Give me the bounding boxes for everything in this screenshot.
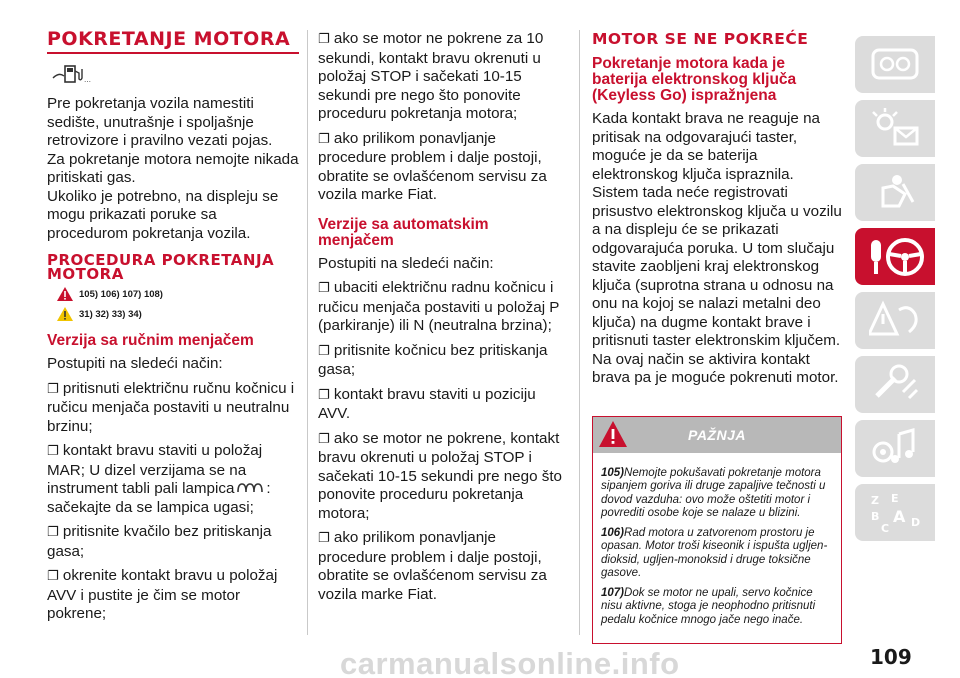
column-divider: [307, 30, 308, 635]
warning-item: 105)Nemojte pokušavati pokretanje motora sipanjem goriva ili druge zapaljive tečnosti u dovod vazduha: ovo može oštetiti motor i povrediti osobe koje se nalaze u blizini.: [601, 466, 826, 519]
warning-header: [593, 417, 841, 453]
tab-starting-driving[interactable]: [855, 228, 935, 285]
glow-plug-icon: [236, 480, 264, 494]
title-rule: [47, 52, 299, 54]
svg-text:…: …: [84, 76, 91, 84]
column-divider: [579, 30, 580, 635]
svg-text:A: A: [893, 507, 906, 526]
manual-transmission-heading: Verzija sa ručnim menjačem: [47, 332, 254, 349]
lights-icon: [869, 108, 921, 148]
step-item: ❐ kontakt bravu staviti u poziciju AVV.: [318, 385, 536, 422]
tab-multimedia[interactable]: [855, 420, 935, 477]
tab-index[interactable]: [855, 484, 935, 541]
step-checkbox-icon: ❐: [318, 387, 330, 403]
automatic-transmission-heading: Verzije sa automatskim menjačem: [318, 215, 489, 249]
step-checkbox-icon: ❐: [47, 444, 59, 459]
svg-text:C: C: [881, 522, 890, 532]
step-checkbox-icon: ❐: [318, 431, 330, 447]
warning-item: 107)Dok se motor ne upali, servo kočnice nisu aktivne, stoga je neophodno pritisnuti pedalu kočnice mnogo jače nego inače.: [601, 586, 816, 626]
step-checkbox-icon: ❐: [47, 381, 59, 397]
section-title: POKRETANJE MOTORA: [47, 28, 291, 50]
warning-triangle-icon: [869, 300, 921, 340]
step-item: ❐ pritisnite kvačilo bez pritiskanja gasa;: [47, 523, 272, 560]
warning-item: 106)Rad motora u zatvorenom prostoru je opasan. Motor troši kiseonik i ispušta ugljen-dioksid, ugljen-monoksid i druge toksične gasove.: [601, 526, 828, 579]
warning-box: [592, 416, 842, 645]
chapter-tabs: [855, 36, 935, 548]
alphabet-index-icon: [869, 492, 921, 532]
intro-paragraph: Ukoliko je potrebno, na displeju se mogu prikazati poruke sa procedurom pokretanja vozila.: [47, 187, 279, 242]
warning-reference-numbers: 105) 106) 107) 108): [79, 288, 163, 300]
svg-text:B: B: [871, 510, 880, 523]
step-checkbox-icon: ❐: [47, 569, 59, 584]
step-item: ❐ okrenite kontakt bravu u položaj AVV i pustite je čim se motor pokrene;: [47, 567, 278, 622]
page-number: 109: [870, 645, 912, 669]
step-checkbox-icon: ❐: [318, 131, 330, 147]
step-item: ❐ pritisnite kočnicu bez pritiskanja gasa;: [318, 341, 548, 378]
step-item: ❐ kontakt bravu staviti u položaj MAR; U dizel verzijama se na instrument tabli pali lampica : sačekajte da se lampica ugasi;: [47, 442, 271, 516]
dashboard-icon: [869, 44, 921, 84]
svg-text:E: E: [891, 492, 899, 505]
step-item: ❐ ako se motor ne pokrene, kontakt bravu okrenuti u položaj STOP i sačekati 10-15 sekundi pre nego što ponovite proceduru pokretanja motora;: [318, 429, 563, 522]
warning-title: PAŽNJA: [688, 426, 746, 443]
step-item: ❐ ako prilikom ponavljanje procedure problem i dalje postoji, obratite se ovlašćenom servisu za vozila marke Fiat.: [318, 529, 547, 603]
step-checkbox-icon: ❐: [318, 281, 330, 296]
column-middle: [318, 30, 568, 610]
step-checkbox-icon: ❐: [47, 525, 59, 540]
step-checkbox-icon: ❐: [318, 343, 330, 359]
seat-icon: [869, 172, 921, 212]
fuel-icon: [51, 62, 97, 84]
warning-body: [593, 453, 841, 644]
step-item: ❐ ako se motor ne pokrene za 10 sekundi, kontakt bravu okrenuti u položaj STOP i sačekati 10-15 sekundi pre nego što ponovite proceduru pokretanja motora;: [318, 30, 544, 122]
section-title: MOTOR SE NE POKREĆE: [592, 30, 809, 48]
manual-lead: Postupiti na sledeći način:: [47, 355, 223, 372]
caution-reference: [57, 307, 299, 321]
wrench-icon: [869, 364, 921, 404]
auto-lead: Postupiti na sledeći način:: [318, 254, 494, 272]
intro-paragraph: Pre pokretanja vozila namestiti sedište, unutrašnje i spoljašnje retrovizore i pravilno vezati pojas.: [47, 95, 273, 149]
watermark: carmanualsonline.info: [340, 646, 680, 678]
step-item: ❐ pritisnuti električnu ručnu kočnicu i ručicu menjača postaviti u neutralnu brzinu;: [47, 379, 295, 435]
caution-triangle-icon: [57, 307, 73, 321]
step-item: ❐ ako prilikom ponavljanje procedure problem i dalje postoji, obratite se ovlašćenom servisu za vozila marke Fiat.: [318, 129, 547, 203]
column-left: [47, 30, 299, 630]
key-steering-icon: [869, 236, 925, 278]
danger-triangle-icon: [57, 287, 73, 301]
tab-emergency[interactable]: [855, 292, 935, 349]
svg-text:D: D: [911, 516, 921, 529]
settings-media-icon: [869, 428, 921, 468]
tab-maintenance[interactable]: [855, 356, 935, 413]
body-paragraph: Kada kontakt brava ne reaguje na pritisak na odgovarajući taster, moguće je da se baterija elektronskog ključa ispraznila. Sistem tada neće registrovati prisustvo elektronskog ključa u vozilu a na displeju će se prikazati odgovarajuća poruka. U tom slučaju stavite zaobljeni kraj elektronskog ključa (suprotna strana u odnosu na onu na kojoj se nalazi metalni deo ključa) na dugme kontakt brave i pritisnuti taster elektronskim ključem. Na ovaj način se aktivira kontakt brava pa je moguće pokrenuti motor.: [592, 110, 842, 386]
tab-dashboard[interactable]: [855, 36, 935, 93]
tab-seat[interactable]: [855, 164, 935, 221]
intro-paragraph: Za pokretanje motora nemojte nikada pritiskati gas.: [47, 150, 299, 186]
step-checkbox-icon: ❐: [318, 531, 330, 546]
warning-reference: [57, 287, 299, 301]
step-item: ❐ ubaciti električnu radnu kočnicu i ručicu menjača postaviti u položaj P (parkiranje) ili N (neutralna brzina);: [318, 279, 560, 334]
step-checkbox-icon: ❐: [318, 32, 330, 47]
svg-text:Z: Z: [871, 494, 879, 507]
subsection-heading: Pokretanje motora kada je baterija elektronskog ključa (Keyless Go) ispražnjena: [592, 55, 797, 104]
tab-lights[interactable]: [855, 100, 935, 157]
column-right: [592, 30, 842, 644]
caution-reference-numbers: 31) 32) 33) 34): [79, 308, 142, 320]
procedure-title: PROCEDURA POKRETANJA MOTORA: [47, 251, 275, 283]
